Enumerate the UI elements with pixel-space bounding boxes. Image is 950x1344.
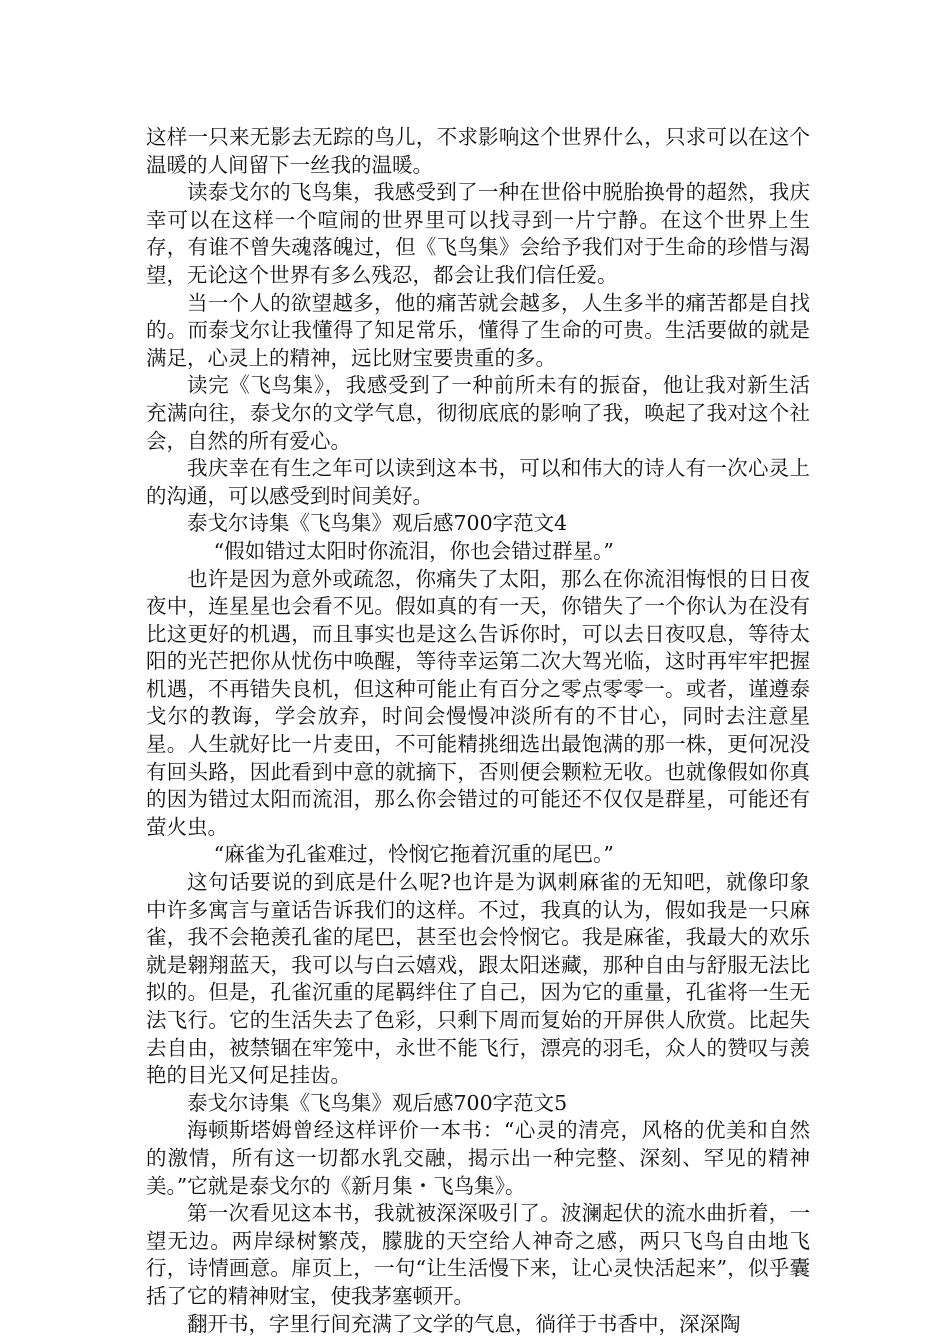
section-heading: 泰戈尔诗集《飞鸟集》观后感700字范文4: [187, 511, 568, 536]
paragraph: 我庆幸在有生之年可以读到这本书，可以和伟大的诗人有一次心灵上的沟通，可以感受到时间美好。: [146, 456, 810, 508]
paragraph: 这样一只来无影去无踪的鸟儿，不求影响这个世界什么，只求可以在这个温暖的人间留下一丝我的温暖。: [146, 125, 810, 177]
paragraph: 当一个人的欲望越多，他的痛苦就会越多，人生多半的痛苦都是自找的。而泰戈尔让我懂得了知足常乐，懂得了生命的可贵。生活要做的就是满足，心灵上的精神，远比财宝要贵重的多。: [146, 290, 810, 370]
paragraph: 第一次看见这本书，我就被深深吸引了。波澜起伏的流水曲折着，一望无边。两岸绿树繁茂，朦胧的天空给人神奇之感，两只飞鸟自由地飞行，诗情画意。扉页上，一句“让生活慢下来，让心灵快活起来”，似乎囊括了它的精神财宝，使我茅塞顿开。: [146, 1201, 810, 1308]
paragraph: 也许是因为意外或疏忽，你痛失了太阳，那么在你流泪悔恨的日日夜夜中，连星星也会看不见。假如真的有一天，你错失了一个你认为在没有比这更好的机遇，而且事实也是这么告诉你时，可以去日夜叹息，等待太阳的光芒把你从忧伤中唤醒，等待幸运第二次大驾光临，这时再牢牢把握机遇，不再错失良机，但这种可能止有百分之零点零零一。或者，谨遵泰戈尔的教诲，学会放弃，时间会慢慢冲淡所有的不甘心，同时去注意星星。人生就好比一片麦田，不可能精挑细选出最饱满的那一株，更何况没有回头路，因此看到中意的就摘下，否则便会颗粒无收。也就像假如你真的因为错过太阳而流泪，那么你会错过的可能还不仅仅是群星，可能还有萤火虫。: [146, 566, 810, 839]
paragraph: 读泰戈尔的飞鸟集，我感受到了一种在世俗中脱胎换骨的超然，我庆幸可以在这样一个喧闹的世界里可以找寻到一片宁静。在这个世界上生存，有谁不曾失魂落魄过，但《飞鸟集》会给予我们对于生命的珍惜与渴望，无论这个世界有多么残忍，都会让我们信任爱。: [146, 180, 810, 287]
paragraph: 读完《飞鸟集》，我感受到了一种前所未有的振奋，他让我对新生活充满向往，泰戈尔的文学气息，彻彻底底的影响了我，唤起了我对这个社会，自然的所有爱心。: [146, 373, 810, 453]
paragraph: 海顿斯塔姆曾经这样评价一本书：“心灵的清亮，风格的优美和自然的激情，所有这一切都水乳交融，揭示出一种完整、深刻、罕见的精神美。”它就是泰戈尔的《新月集・飞鸟集》。: [146, 1118, 810, 1198]
section-heading: 泰戈尔诗集《飞鸟集》观后感700字范文5: [187, 1090, 568, 1115]
body-text: [146, 124, 810, 1338]
quote-line: “假如错过太阳时你流泪，你也会错过群星。”: [213, 538, 614, 563]
paragraph: 这句话要说的到底是什么呢?也许是为讽刺麻雀的无知吧，就像印象中许多寓言与童话告诉我们的这样。不过，我真的认为，假如我是一只麻雀，我不会艳羡孔雀的尾巴，甚至也会怜悯它。我是麻雀，我最大的欢乐就是翱翔蓝天，我可以与白云嬉戏，跟太阳迷藏，那种自由与舒服无法比拟的。但是，孔雀沉重的尾羁绊住了自己，因为它的重量，孔雀将一生无法飞行。它的生活失去了色彩，只剩下周而复始的开屏供人欣赏。比起失去自由，被禁锢在牢笼中，永世不能飞行，漂亮的羽毛，众人的赞叹与羡艳的目光又何足挂齿。: [146, 870, 810, 1088]
paragraph: 翻开书，字里行间充满了文学的气息，徜徉于书香中，深深陶: [187, 1311, 741, 1336]
quote-line: “麻雀为孔雀难过，怜悯它拖着沉重的尾巴。”: [213, 842, 614, 867]
